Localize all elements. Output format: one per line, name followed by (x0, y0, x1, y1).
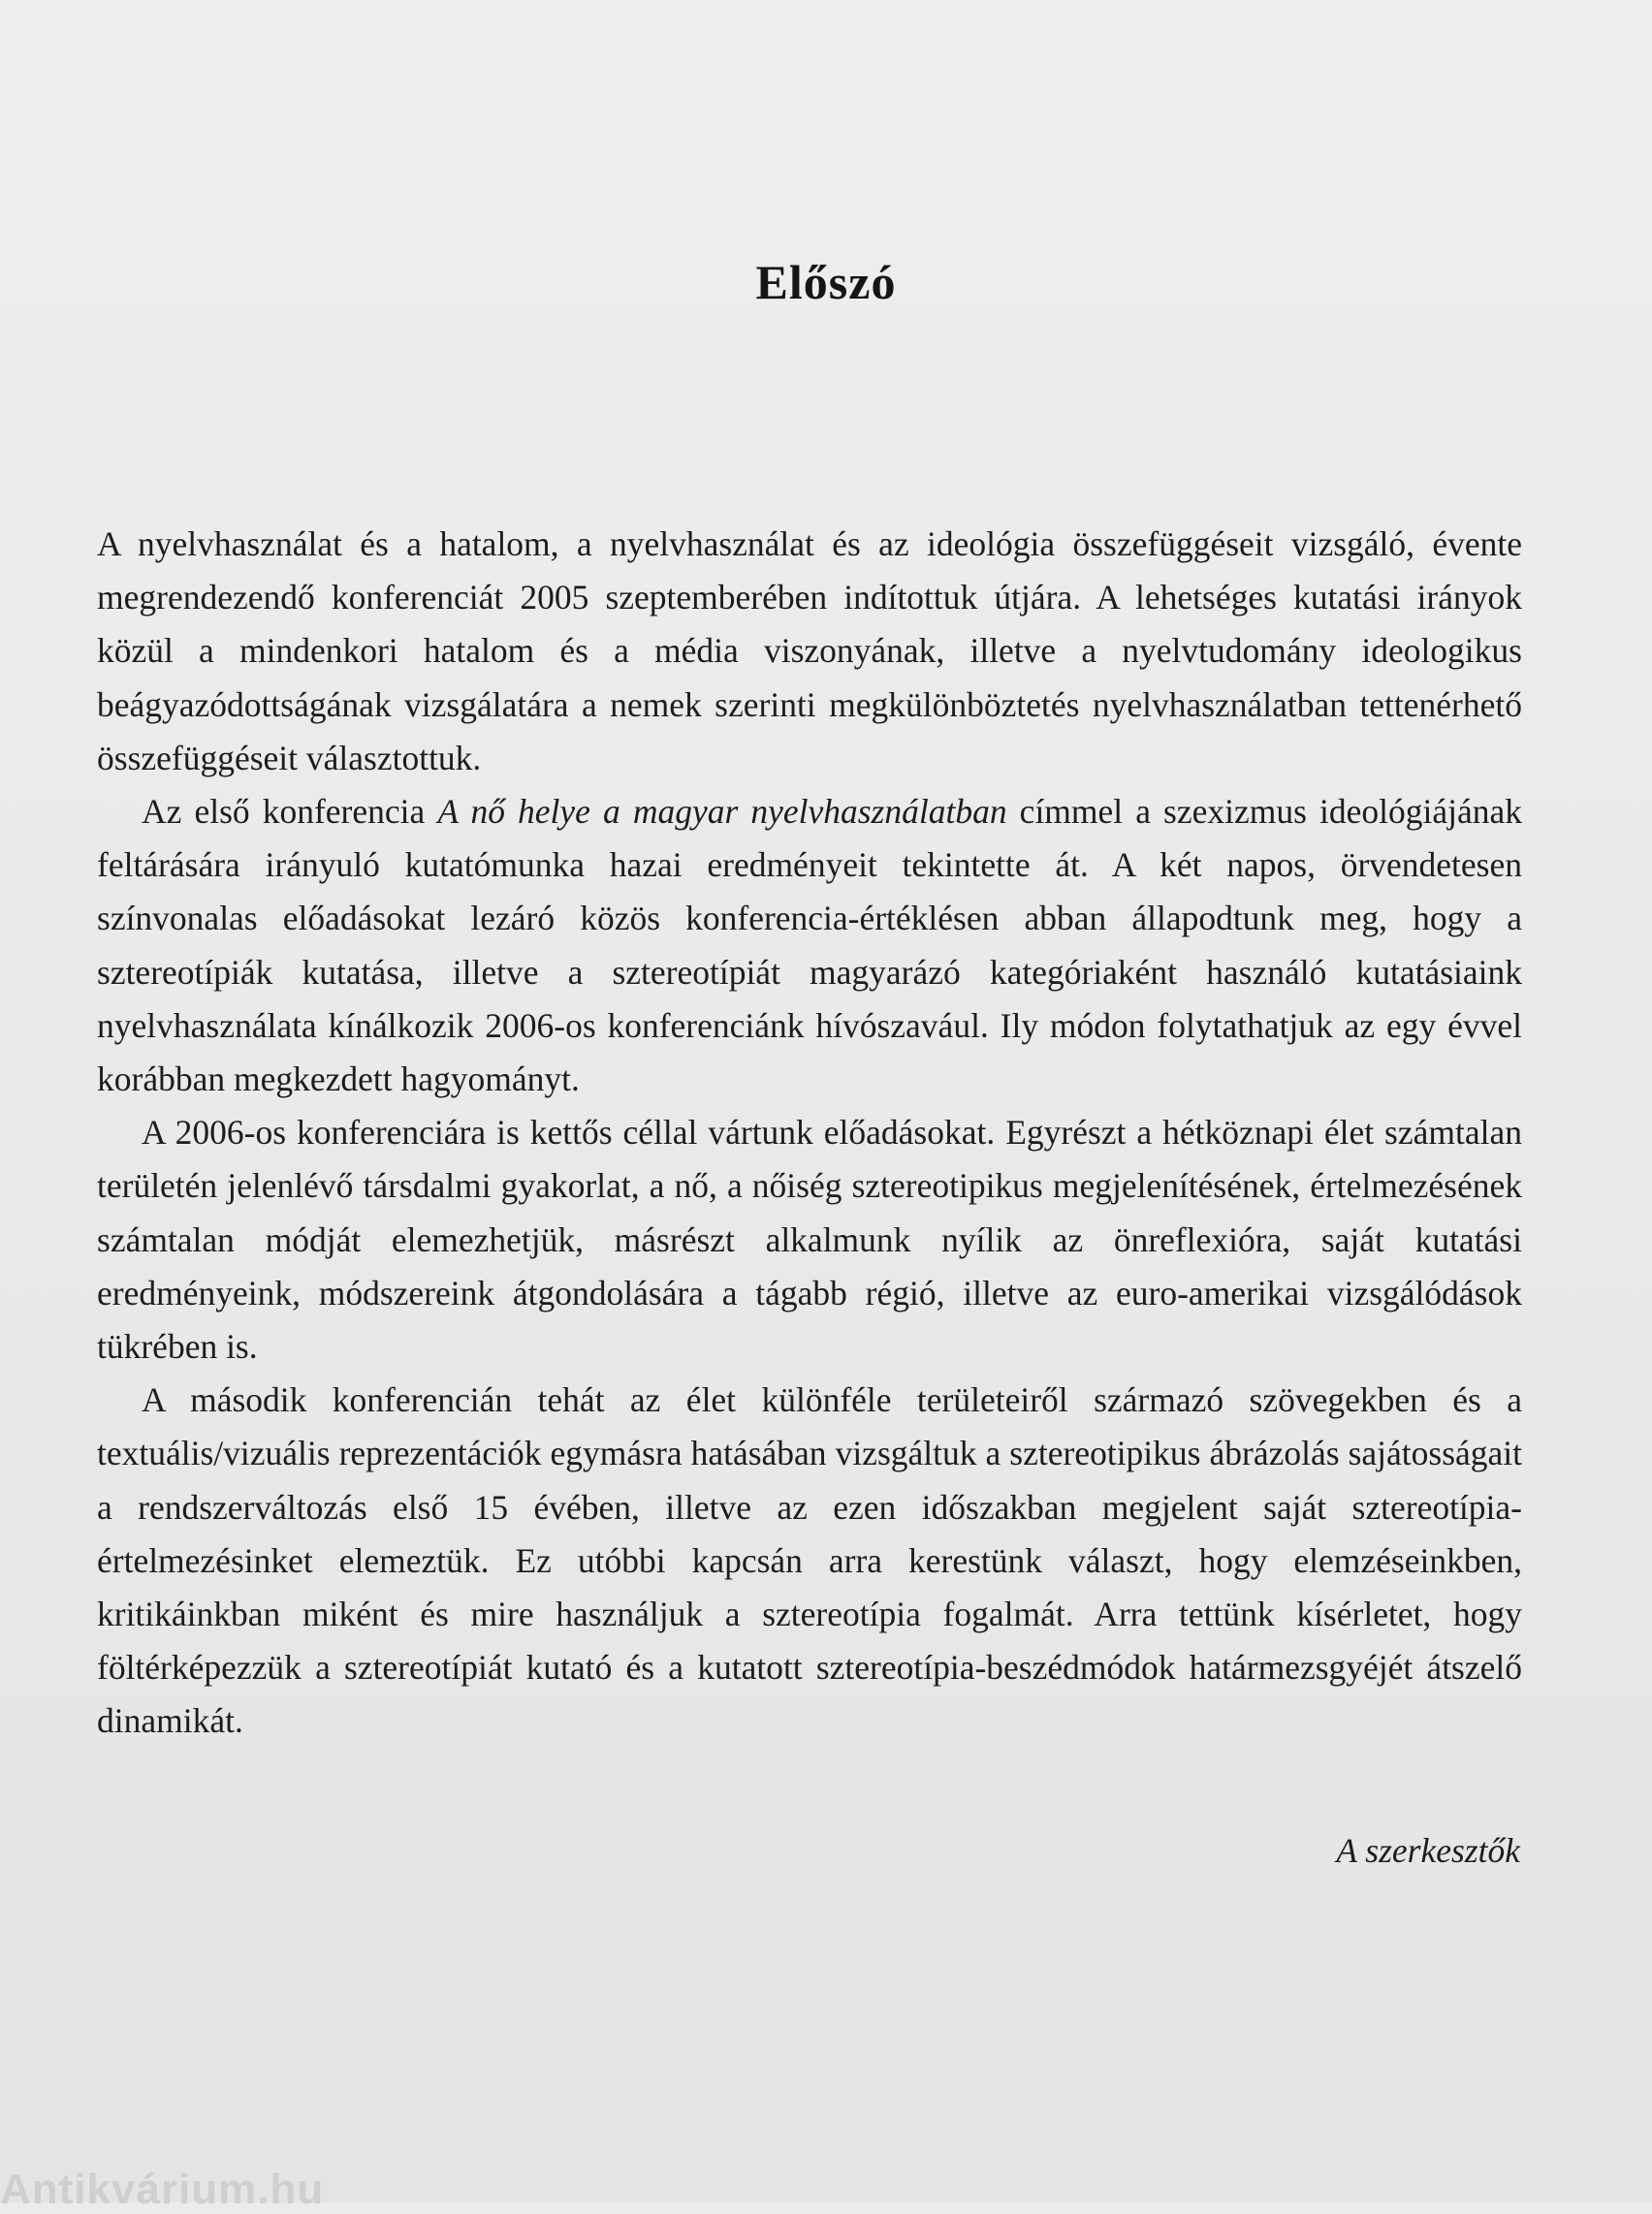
paragraph-4: A második konferencián tehát az élet különféle területeiről származó szövegekben és a textuális/vizuális reprezentációk egymásra hatásában vizsgáltuk a sztereotipikus ábrázolás sajátosságait a rendszerváltozás első 15 évében, illetve az ezen időszakban megjelent saját sztereotípia-értelmezésinket elemeztük. Ez utóbbi kapcsán arra kerestünk választ, hogy elemzéseinkben, kritikáinkban miként és mire használjuk a sztereotípia fogalmát. Arra tettünk kísérletet, hogy föltérképezzük a sztereotípiát kutató és a kutatott sztereotípia-beszédmódok határmezsgyéjét átszelő dinamikát. (97, 1380, 1522, 1741)
paragraph-2 (97, 785, 1522, 1106)
paragraph-2-rest: címmel a szexizmus ideológiájának feltárására irányuló kutatómunka hazai eredményeit tekintette át. A két napos, örvendetesen színvonalas előadásokat lezáró közös konferencia-értéklésen abban állapodtunk meg, hogy a sztereotípiák kutatása, illetve a sztereotípiát magyarázó kategóriaként használó kutatásiaink nyelvhasználata kínálkozik 2006-os konferenciánk hívószavául. Ily módon folytathatjuk az egy évvel korábban megkezdett hagyományt. (97, 792, 1522, 1099)
paragraph-2-lead: Az első konferencia (142, 792, 438, 832)
paragraph-3: A 2006-os konferenciára is kettős céllal vártunk előadásokat. Egyrészt a hétköznapi élet számtalan területén jelenlévő társdalmi gyakorlat, a nő, a nőiség sztereotipikus megjelenítésének, értelmezésének számtalan módját elemezhetjük, másrészt alkalmunk nyílik az önreflexióra, saját kutatási eredményeink, módszereink átgondolására a tágabb régió, illetve az euro-amerikai vizsgálódások tükrében is. (97, 1113, 1522, 1367)
editors-signature: A szerkesztők (1336, 1831, 1520, 1870)
paragraph-1: A nyelvhasználat és a hatalom, a nyelvhasználat és az ideológia összefüggéseit vizsgáló, évente megrendezendő konferenciát 2005 szeptemberében indítottuk útjára. A lehetséges kutatási irányok közül a mindenkori hatalom és a média viszonyának, illetve a nyelvtudomány ideologikus beágyazódottságának vizsgálatára a nemek szerinti megkülönböztetés nyelvhasználatban tettenérhető összefüggéseit választottuk. (97, 524, 1522, 777)
foreword-body (97, 518, 1522, 1749)
page-title: Előszó (755, 255, 897, 309)
conference-title: A nő helye a magyar nyelvhasználatban (437, 792, 1007, 832)
watermark: Antikvárium.hu (0, 2166, 325, 2213)
